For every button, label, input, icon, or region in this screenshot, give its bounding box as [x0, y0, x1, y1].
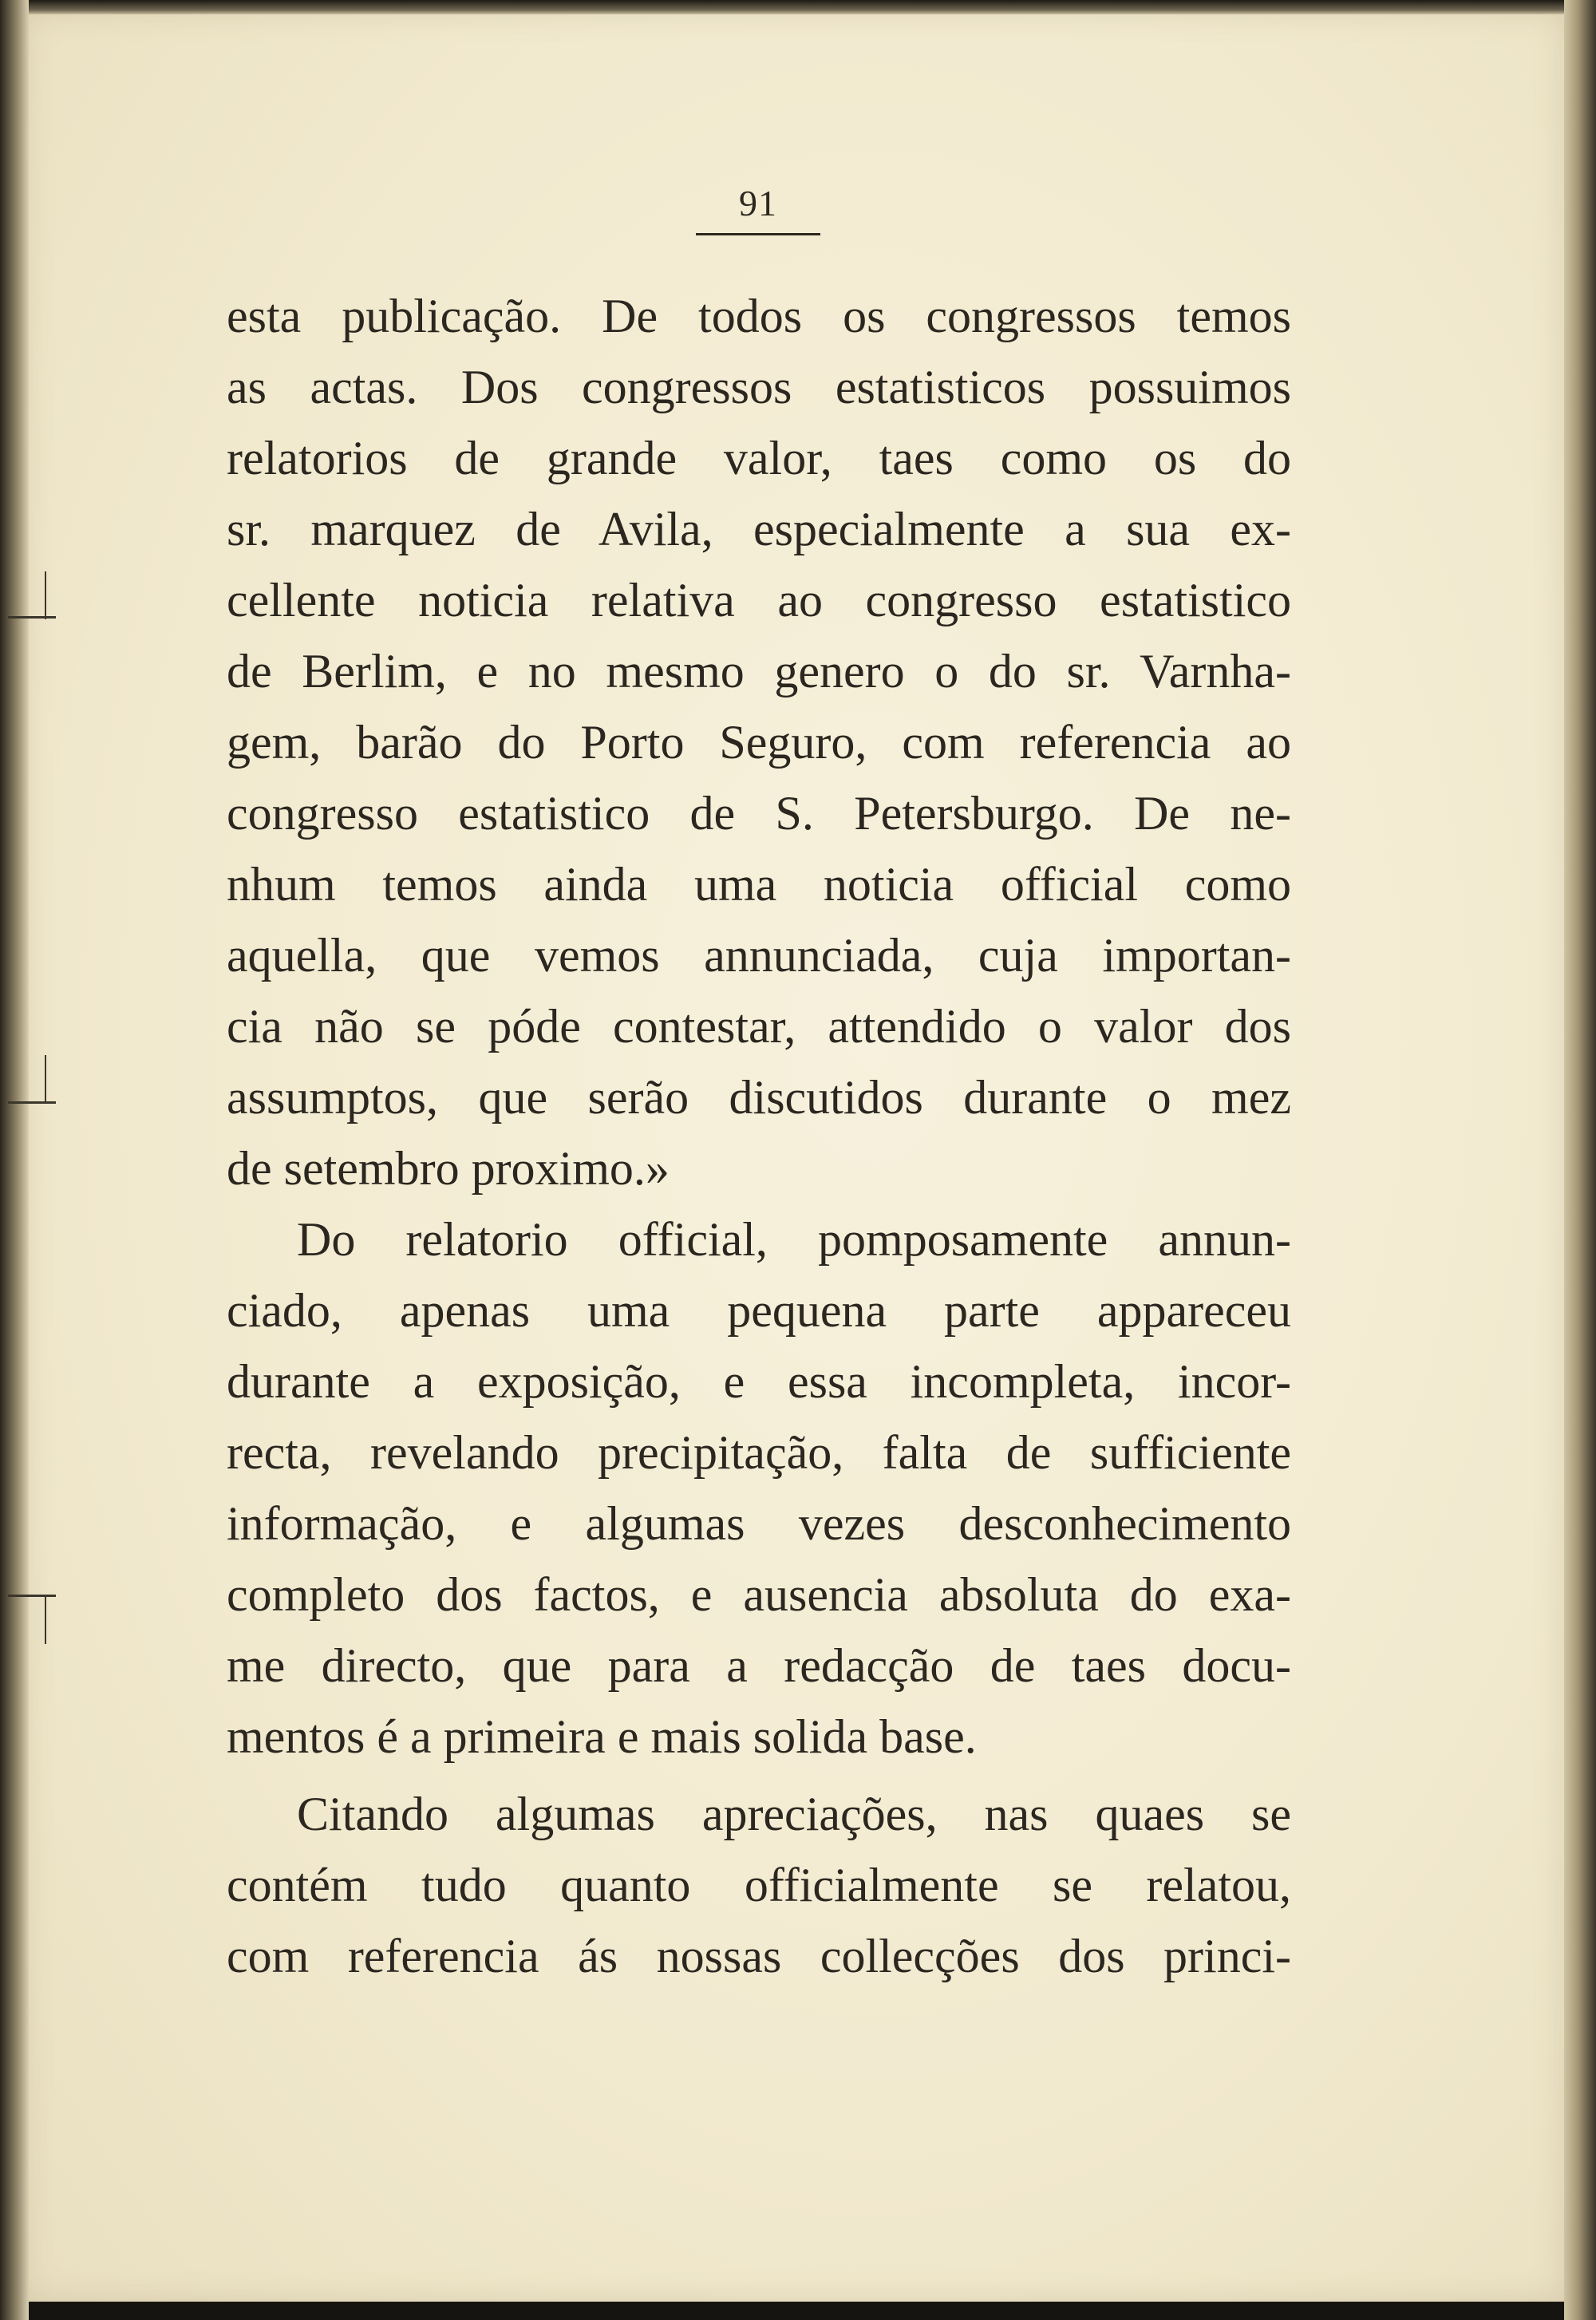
binding-thread-tick [45, 571, 46, 619]
text-line: me directo, que para a redacção de taes docu- [227, 1639, 1291, 1692]
page-number: 91 [739, 183, 777, 223]
text-line: aquella, que vemos annunciada, cuja importan- [227, 929, 1291, 982]
text-line: as actas. Dos congressos estatisticos possuimos [227, 361, 1291, 413]
page-gutter-edge [0, 0, 29, 2320]
paragraph [227, 1204, 1291, 1773]
text-line: de setembro proximo.» [227, 1142, 670, 1195]
text-line: contém tudo quanto officialmente se relatou, [227, 1859, 1291, 1911]
text-line: cia não se póde contestar, attendido o valor dos [227, 1000, 1291, 1053]
binding-thread-tick [45, 1055, 46, 1103]
text-line: informação, e algumas vezes desconhecimento [227, 1497, 1291, 1550]
binding-thread-mark [8, 1101, 56, 1104]
paragraph-gap [227, 1773, 1291, 1779]
text-line: esta publicação. De todos os congressos temos [227, 290, 1291, 342]
text-line: mentos é a primeira e mais solida base. [227, 1710, 977, 1763]
text-line: recta, revelando precipitação, falta de sufficiente [227, 1426, 1291, 1479]
text-line: Citando algumas apreciações, nas quaes se [297, 1788, 1291, 1840]
paragraph [227, 1779, 1291, 1992]
page-number-rule [696, 233, 820, 235]
binding-thread-mark [8, 616, 56, 619]
text-line: congresso estatistico de S. Petersburgo. De ne- [227, 787, 1291, 840]
binding-thread-mark [8, 1595, 56, 1597]
text-line: relatorios de grande valor, taes como os do [227, 432, 1291, 484]
text-line: com referencia ás nossas collecções dos princi- [227, 1930, 1291, 1982]
text-line: cellente noticia relativa ao congresso estatistico [227, 574, 1291, 626]
text-line: completo dos factos, e ausencia absoluta do exa- [227, 1568, 1291, 1621]
text-line: Do relatorio official, pomposamente annun- [297, 1213, 1291, 1266]
page-fore-edge [1564, 0, 1596, 2320]
text-line: sr. marquez de Avila, especialmente a sua ex- [227, 503, 1291, 555]
page-top-edge [0, 0, 1596, 14]
text-line: durante a exposição, e essa incompleta, incor- [227, 1355, 1291, 1408]
text-line: assumptos, que serão discutidos durante o mez [227, 1071, 1291, 1124]
text-line: nhum temos ainda uma noticia official como [227, 858, 1291, 911]
text-line: ciado, apenas uma pequena parte appareceu [227, 1284, 1291, 1337]
text-line: de Berlim, e no mesmo genero o do sr. Varnha- [227, 645, 1291, 698]
body-text [227, 281, 1291, 1992]
binding-thread-tick [45, 1596, 46, 1644]
text-line: gem, barão do Porto Seguro, com referencia ao [227, 716, 1291, 769]
paragraph [227, 281, 1291, 1204]
